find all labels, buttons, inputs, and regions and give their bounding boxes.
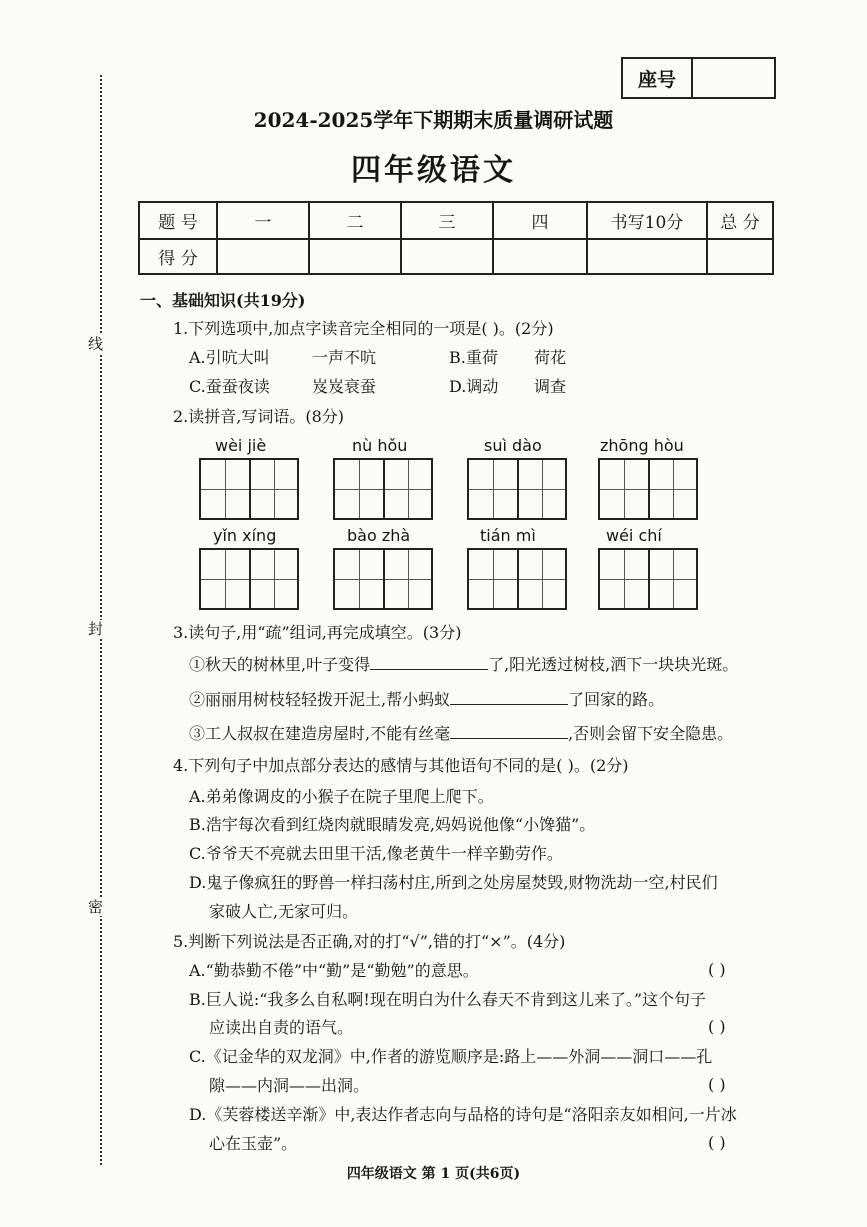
q5-option-d-line2: 心在玉壶”。 — [209, 1134, 298, 1153]
pinyin-label: wéi chí — [606, 526, 662, 545]
q5-option-c-line1: C.《记金华的双龙洞》中,作者的游览顺序是:路上——外洞——洞口——孔 — [189, 1047, 713, 1066]
seat-number-label: 座号 — [623, 59, 693, 97]
q3-sentence-1-part1: ①秋天的树林里,叶子变得 — [189, 655, 371, 674]
q3-blank-1[interactable] — [370, 653, 488, 670]
score-table-header: 一 — [217, 202, 309, 239]
score-table-header: 四 — [493, 202, 587, 239]
q1-option-a-word1: A.引吭大叫 — [189, 348, 270, 367]
writing-grid[interactable] — [598, 458, 698, 520]
q3-sentence-1-part2: 了,阳光透过树枝,洒下一块块光斑。 — [488, 655, 739, 674]
q3-sentence-1 — [189, 653, 738, 676]
writing-grid[interactable] — [199, 548, 299, 610]
q1-option-b-word1: B.重荷 — [449, 348, 498, 367]
score-table — [138, 201, 774, 275]
pinyin-label: nù hǒu — [352, 436, 408, 455]
q5-option-a: A.“勤恭勤不倦”中“勤”是“勤勉”的意思。 — [189, 961, 479, 980]
q3-sentence-2-part1: ②丽丽用树枝轻轻拨开泥土,帮小蚂蚁 — [189, 690, 451, 709]
q4-option-a: A.弟弟像调皮的小猴子在院子里爬上爬下。 — [189, 787, 494, 806]
question-1-stem: 1.下列选项中,加点字读音完全相同的一项是( )。(2分) — [173, 319, 554, 338]
pinyin-label: tián mì — [480, 526, 536, 545]
score-table-header: 二 — [309, 202, 401, 239]
q3-sentence-3-part1: ③工人叔叔在建造房屋时,不能有丝毫 — [189, 724, 451, 743]
q1-option-b-word2: 荷花 — [534, 348, 567, 367]
score-cell[interactable] — [217, 239, 309, 274]
writing-grid[interactable] — [199, 458, 299, 520]
q5-option-c-line2: 隙——内洞——出洞。 — [209, 1076, 370, 1095]
section-heading: 一、基础知识(共19分) — [140, 291, 306, 310]
score-cell[interactable] — [493, 239, 587, 274]
q4-option-b: B.浩宇每次看到红烧肉就眼睛发亮,妈妈说他像“小馋猫”。 — [189, 815, 596, 834]
score-cell[interactable] — [707, 239, 773, 274]
q5-option-d-line1: D.《芙蓉楼送辛渐》中,表达作者志向与品格的诗句是“洛阳亲友如相问,一片冰 — [189, 1105, 737, 1124]
score-table-header: 题 号 — [139, 202, 217, 239]
q1-option-a — [189, 347, 270, 369]
q1-option-a-word2: 一声不吭 — [312, 348, 377, 367]
score-cell[interactable] — [309, 239, 401, 274]
q3-sentence-3 — [189, 722, 733, 745]
q1-option-c-word1: C.蚕蚕夜读 — [189, 377, 270, 396]
q5-option-b-line2: 应读出自责的语气。 — [209, 1018, 354, 1037]
pinyin-label: yǐn xíng — [213, 526, 277, 545]
writing-grid[interactable] — [598, 548, 698, 610]
q5-option-b-line1: B.巨人说:“我多么自私啊!现在明白为什么春天不肯到这儿来了。”这个句子 — [189, 990, 707, 1009]
q5-answer-d[interactable]: ( ) — [708, 1133, 726, 1152]
score-cell[interactable] — [401, 239, 493, 274]
writing-grid[interactable] — [333, 548, 433, 610]
q3-sentence-2 — [189, 688, 664, 711]
seat-number-box — [621, 57, 776, 99]
pinyin-label: wèi jiè — [215, 436, 267, 455]
exam-subtitle: 四年级语文 — [351, 153, 516, 188]
score-table-header: 总 分 — [707, 202, 773, 239]
q1-option-d-word2: 调查 — [534, 377, 567, 396]
score-table-header: 三 — [401, 202, 493, 239]
q3-blank-3[interactable] — [450, 722, 568, 739]
binding-label-secret: 密 — [88, 898, 104, 916]
pinyin-label: zhōng hòu — [600, 436, 684, 455]
binding-label-line: 线 — [88, 335, 104, 353]
q3-blank-2[interactable] — [450, 688, 568, 705]
q1-option-d-word1: D.调动 — [449, 377, 499, 396]
q3-sentence-2-part2: 了回家的路。 — [568, 690, 665, 709]
q5-answer-a[interactable]: ( ) — [708, 960, 726, 979]
q4-option-c: C.爷爷天不亮就去田里干活,像老黄牛一样辛勤劳作。 — [189, 844, 563, 863]
question-5-stem: 5.判断下列说法是否正确,对的打“√”,错的打“×”。(4分) — [173, 932, 566, 951]
binding-label-seal: 封 — [88, 620, 104, 638]
question-3-stem: 3.读句子,用“疏”组词,再完成填空。(3分) — [173, 623, 462, 642]
q4-option-d-line1: D.鬼子像疯狂的野兽一样扫荡村庄,所到之处房屋焚毁,财物洗劫一空,村民们 — [189, 873, 718, 892]
writing-grid[interactable] — [467, 548, 567, 610]
seat-number-field[interactable] — [693, 59, 774, 97]
question-2-stem: 2.读拼音,写词语。(8分) — [173, 407, 345, 426]
q4-option-d-line2: 家破人亡,无家可归。 — [209, 902, 359, 921]
page-footer: 四年级语文 第 1 页(共6页) — [346, 1166, 521, 1182]
question-4-stem: 4.下列句子中加点部分表达的感情与其他语句不同的是( )。(2分) — [173, 756, 629, 775]
writing-grid[interactable] — [467, 458, 567, 520]
score-table-row-label: 得 分 — [139, 239, 217, 274]
q5-answer-b[interactable]: ( ) — [708, 1017, 726, 1036]
exam-title: 2024-2025学年下期期末质量调研试题 — [253, 108, 614, 132]
pinyin-label: bào zhà — [347, 526, 411, 545]
q3-sentence-3-part2: ,否则会留下安全隐患。 — [568, 724, 734, 743]
score-table-header: 书写10分 — [587, 202, 707, 239]
q5-answer-c[interactable]: ( ) — [708, 1075, 726, 1094]
pinyin-label: suì dào — [484, 436, 542, 455]
writing-grid[interactable] — [333, 458, 433, 520]
score-cell[interactable] — [587, 239, 707, 274]
q1-option-c-word2: 岌岌衰蚕 — [312, 377, 377, 396]
